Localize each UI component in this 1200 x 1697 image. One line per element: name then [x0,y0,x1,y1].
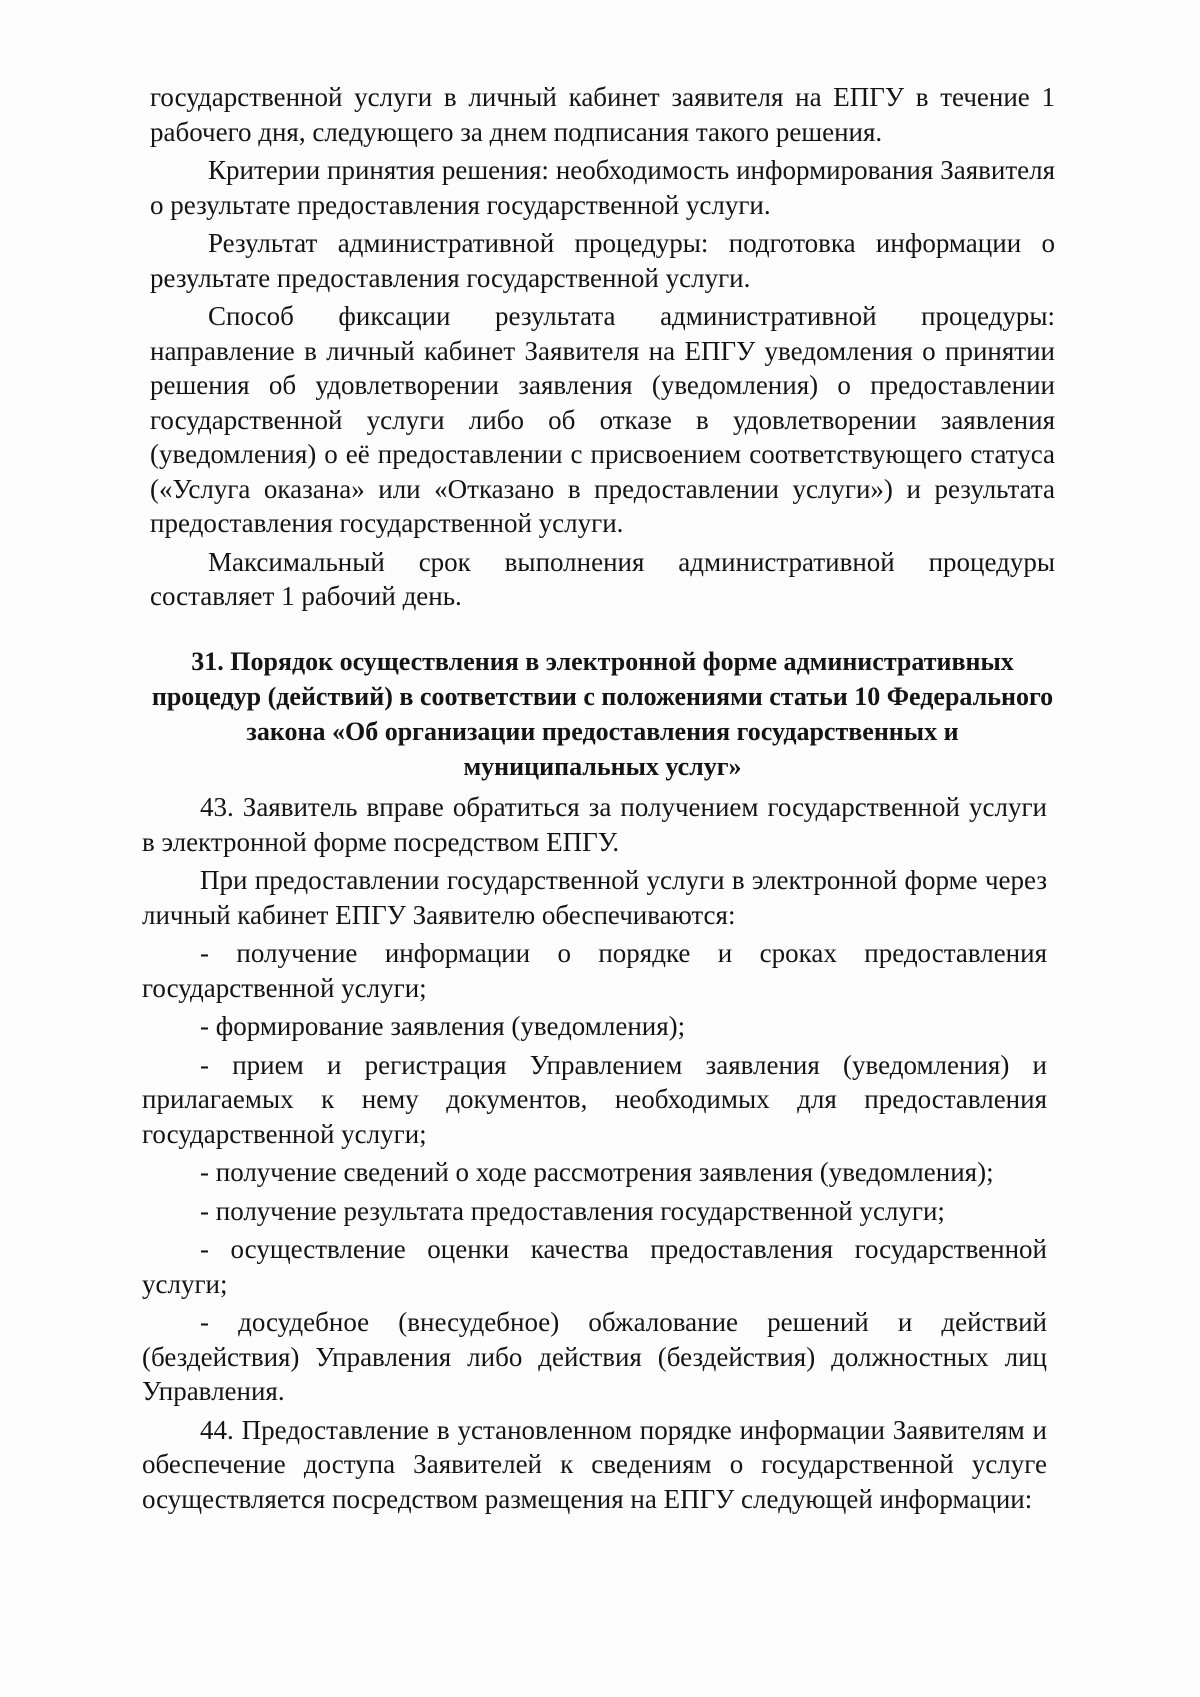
paragraph: При предоставлении государственной услуги в электронной форме через личный кабинет ЕПГУ Заявителю обеспечиваются: [142,865,1047,930]
text-block-bottom [142,790,1047,1516]
list-item: - осуществление оценки качества предоставления государственной услуги; [142,1234,1047,1299]
list-item: - формирование заявления (уведомления); [200,1011,686,1041]
list-item: - получение результата предоставления государственной услуги; [200,1195,945,1226]
paragraph: 44. Предоставление в установленном порядке информации Заявителям и обеспечение доступа Заявителей к сведениям о государственной услуге осуществляется посредством размещения на ЕПГУ следующей информации: [142,1414,1047,1514]
paragraph: государственной услуги в личный кабинет заявителя на ЕПГУ в течение 1 рабочего дня, следующего за днем подписания такого решения. [150,82,1055,147]
paragraph: Способ фиксации результата административной процедуры: направление в личный кабинет Заявителя на ЕПГУ уведомления о принятии решения об удовлетворении заявления (уведомления) о предоставлении государственной услуги либо об отказе в удовлетворении заявления (уведомления) о её предоставлении с присвоением соответствующего статуса («Услуга оказана» или «Отказано в предоставлении услуги») и результата предоставления государственной услуги. [150,301,1055,538]
paragraph: Максимальный срок выполнения административной процедуры составляет 1 рабочий день. [150,546,1055,611]
paragraph: Критерии принятия решения: необходимость информирования Заявителя о результате предоставления государственной услуги. [150,155,1055,220]
list-item: - получение сведений о ходе рассмотрения заявления (уведомления); [200,1157,994,1187]
text-block-top [150,80,1055,614]
paragraph: 43. Заявитель вправе обратиться за получением государственной услуги в электронной форме посредством ЕПГУ. [142,792,1047,857]
list-item: - досудебное (внесудебное) обжалование решений и действий (бездействия) Управления либо действия (бездействия) должностных лиц Управления. [142,1307,1047,1406]
paragraph: Результат административной процедуры: подготовка информации о результате предоставления государственной услуги. [150,228,1055,293]
section-heading: 31. Порядок осуществления в электронной форме административных процедур (действий) в соответствии с положениями статьи 10 Федерального закона «Об организации предоставления государственных и муниципальных услуг» [151,647,1054,781]
list-item: - получение информации о порядке и сроках предоставления государственной услуги; [142,938,1047,1003]
list-item: - прием и регистрация Управлением заявления (уведомления) и прилагаемых к нему документов, необходимых для предоставления государственной услуги; [142,1049,1047,1149]
